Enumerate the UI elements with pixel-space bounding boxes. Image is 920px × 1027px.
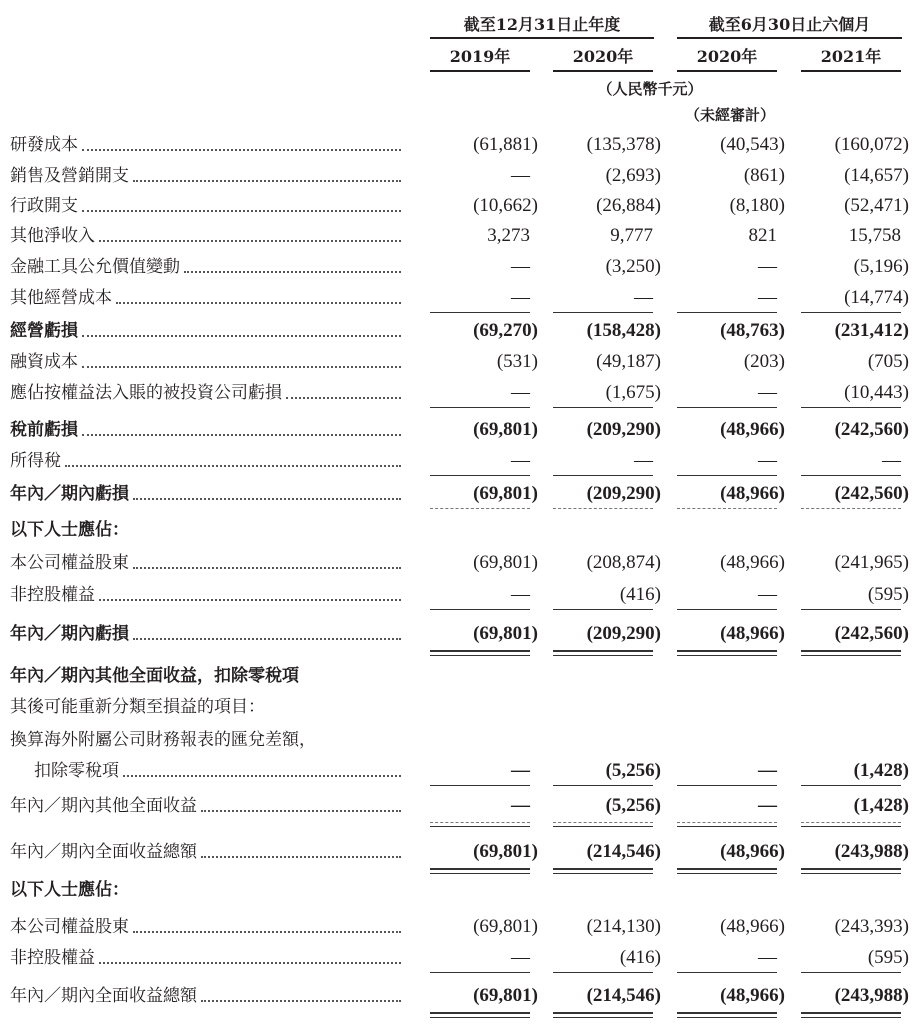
solid-rule (553, 785, 653, 786)
year-header: 2020年 (572, 47, 634, 66)
value-cell: (214,546) (586, 985, 661, 1006)
header-rule (801, 70, 901, 72)
dot-leader (99, 582, 401, 601)
row-label (10, 793, 405, 819)
value-cell: (158,428) (586, 320, 661, 341)
table-row (0, 285, 920, 311)
table-row (0, 318, 920, 344)
double-rule (553, 650, 653, 656)
value-cell: (531) (496, 351, 538, 372)
table-row (0, 793, 920, 819)
dot-leader (201, 839, 401, 858)
table-row (0, 694, 920, 720)
value-cell: — (511, 287, 530, 308)
value-cell: — (511, 450, 530, 471)
row-label-text: 所得稅 (10, 451, 61, 471)
value-cell: (209,290) (586, 419, 661, 440)
value-cell: (3,250) (605, 256, 661, 277)
row-label-text: 銷售及營銷開支 (10, 166, 129, 186)
solid-rule (677, 475, 777, 476)
row-label-text: 本公司權益股東 (10, 917, 129, 937)
row-label (10, 877, 129, 903)
dot-leader (201, 793, 401, 812)
row-label (10, 945, 405, 971)
double-rule (430, 650, 530, 656)
row-label (10, 193, 405, 219)
value-cell: — (634, 287, 653, 308)
value-cell: (595) (867, 584, 909, 605)
dot-leader (133, 550, 401, 569)
table-row (0, 839, 920, 865)
value-cell: (214,546) (586, 841, 661, 862)
row-label (10, 163, 405, 189)
dottedsolid-rule (430, 822, 530, 827)
dot-leader (99, 945, 401, 964)
row-label (10, 839, 405, 865)
value-cell: (203) (743, 351, 785, 372)
solid-rule (801, 312, 901, 313)
row-label-text: 換算海外附屬公司財務報表的匯兌差額， (10, 730, 316, 750)
unaudited-note: （未經審計） (684, 106, 775, 124)
dotted-rule (677, 508, 777, 509)
row-label-text: 經營虧損 (10, 321, 78, 341)
row-label-text: 融資成本 (10, 352, 78, 372)
row-label (10, 517, 129, 543)
value-cell: — (758, 256, 777, 277)
value-cell: (595) (867, 947, 909, 968)
table-row (0, 380, 920, 406)
row-label (10, 983, 405, 1009)
dotted-rule (801, 508, 901, 509)
row-label-text: 以下人士應佔： (10, 520, 129, 540)
dot-leader (65, 448, 401, 467)
value-cell: (209,290) (586, 623, 661, 644)
dot-leader (116, 285, 401, 304)
period-header-six-months: 截至6月30日止六個月 (708, 15, 871, 34)
table-row (0, 945, 920, 971)
value-cell: (243,988) (834, 841, 909, 862)
dotted-rule (553, 508, 653, 509)
dot-leader (123, 758, 401, 777)
double-rule (801, 868, 901, 874)
value-cell: (48,763) (720, 320, 785, 341)
row-label-text: 應佔按權益法入賬的被投資公司虧損 (10, 383, 282, 403)
double-rule (430, 1012, 530, 1018)
table-row (0, 193, 920, 219)
dot-leader (82, 193, 401, 212)
value-cell: (416) (619, 947, 661, 968)
value-cell: — (758, 450, 777, 471)
row-label-text: 其後可能重新分類至損益的項目： (10, 697, 265, 717)
double-rule (801, 650, 901, 656)
row-label-text: 年內／期內全面收益總額 (10, 986, 197, 1006)
row-label (10, 582, 405, 608)
dottedsolid-rule (553, 822, 653, 827)
solid-rule (553, 972, 653, 973)
row-label (10, 254, 405, 280)
solid-rule (430, 407, 530, 408)
solid-rule (553, 407, 653, 408)
dot-leader (82, 132, 401, 151)
solid-rule (801, 972, 901, 973)
value-cell: — (758, 795, 777, 816)
double-rule (801, 1012, 901, 1018)
dot-leader (286, 380, 401, 399)
value-cell: — (758, 947, 777, 968)
header-rule (677, 37, 902, 39)
solid-rule (677, 785, 777, 786)
dot-leader (133, 621, 401, 640)
table-row (0, 132, 920, 158)
table-row (0, 223, 920, 249)
table-row (0, 877, 920, 903)
header-rule (553, 70, 653, 72)
value-cell: (69,801) (473, 483, 538, 504)
value-cell: (135,378) (586, 134, 661, 155)
dottedsolid-rule (677, 822, 777, 827)
table-row (0, 550, 920, 576)
solid-rule (553, 475, 653, 476)
header-rule (677, 70, 777, 72)
value-cell: (1,428) (853, 795, 909, 816)
value-cell: — (634, 450, 653, 471)
row-label (10, 448, 405, 474)
dot-leader (201, 983, 401, 1002)
row-label (10, 349, 405, 375)
table-row (0, 758, 920, 784)
solid-rule (801, 785, 901, 786)
solid-rule (430, 972, 530, 973)
row-label-text: 其他經營成本 (10, 288, 112, 308)
value-cell: (242,560) (834, 483, 909, 504)
period-header-annual: 截至12月31日止年度 (463, 15, 621, 34)
solid-rule (430, 312, 530, 313)
value-cell: 9,777 (610, 225, 653, 246)
row-label (10, 132, 405, 158)
solid-rule (801, 475, 901, 476)
value-cell: 3,273 (487, 225, 530, 246)
dotted-rule (430, 508, 530, 509)
dot-leader (184, 254, 401, 273)
row-label-text: 年內／期內全面收益總額 (10, 842, 197, 862)
row-label (10, 223, 405, 249)
table-row (0, 163, 920, 189)
dot-leader (82, 349, 401, 368)
value-cell: (242,560) (834, 623, 909, 644)
table-row (0, 481, 920, 507)
value-cell: (8,180) (729, 195, 785, 216)
value-cell: (2,693) (605, 165, 661, 186)
double-rule (553, 1012, 653, 1018)
value-cell: (69,801) (473, 841, 538, 862)
value-cell: (69,801) (473, 419, 538, 440)
value-cell: 15,758 (848, 225, 901, 246)
row-label-text: 其他淨收入 (10, 226, 95, 246)
value-cell: (5,196) (853, 256, 909, 277)
value-cell: — (511, 256, 530, 277)
row-label-text: 非控股權益 (10, 948, 95, 968)
table-row (0, 417, 920, 443)
table-row (0, 621, 920, 647)
header-rule (430, 37, 654, 39)
value-cell: — (511, 165, 530, 186)
value-cell: (231,412) (834, 320, 909, 341)
row-label (10, 285, 405, 311)
table-row (0, 663, 920, 689)
double-rule (430, 868, 530, 874)
value-cell: (861) (743, 165, 785, 186)
value-cell: (52,471) (844, 195, 909, 216)
row-label-text: 金融工具公允價值變動 (10, 257, 180, 277)
value-cell: — (758, 382, 777, 403)
row-label-text: 稅前虧損 (10, 420, 78, 440)
double-rule (553, 868, 653, 874)
value-cell: — (882, 450, 901, 471)
value-cell: (61,881) (473, 134, 538, 155)
row-label (10, 663, 299, 689)
table-row (0, 983, 920, 1009)
value-cell: (10,443) (844, 382, 909, 403)
row-label-text: 以下人士應佔： (10, 880, 129, 900)
row-label-text: 本公司權益股東 (10, 553, 129, 573)
value-cell: (69,801) (473, 552, 538, 573)
dot-leader (82, 318, 401, 337)
year-header: 2020年 (696, 47, 758, 66)
dot-leader (99, 223, 401, 242)
solid-rule (801, 407, 901, 408)
table-row (0, 349, 920, 375)
value-cell: (69,801) (473, 916, 538, 937)
header-rule (430, 70, 530, 72)
value-cell: (416) (619, 584, 661, 605)
value-cell: (48,966) (720, 841, 785, 862)
row-label (10, 550, 405, 576)
value-cell: (69,801) (473, 623, 538, 644)
value-cell: (1,675) (605, 382, 661, 403)
solid-rule (677, 609, 777, 610)
row-label-text: 年內／期內其他全面收益，扣除零稅項 (10, 666, 299, 686)
solid-rule (677, 407, 777, 408)
dot-leader (133, 163, 401, 182)
row-label-text: 非控股權益 (10, 585, 95, 605)
value-cell: (14,657) (844, 165, 909, 186)
value-cell: (209,290) (586, 483, 661, 504)
value-cell: — (758, 287, 777, 308)
currency-note: （人民幣千元） (597, 80, 703, 98)
row-label (10, 727, 316, 753)
dot-leader (133, 481, 401, 500)
value-cell: (48,966) (720, 916, 785, 937)
row-label (10, 380, 405, 406)
table-row (0, 254, 920, 280)
value-cell: — (758, 584, 777, 605)
row-label (10, 694, 265, 720)
value-cell: — (511, 382, 530, 403)
value-cell: (69,801) (473, 985, 538, 1006)
row-label (10, 481, 405, 507)
value-cell: — (511, 584, 530, 605)
row-label (34, 758, 405, 784)
dottedsolid-rule (801, 822, 901, 827)
value-cell: (48,966) (720, 623, 785, 644)
dot-leader (82, 417, 401, 436)
value-cell: (705) (867, 351, 909, 372)
solid-rule (677, 312, 777, 313)
row-label (10, 417, 405, 443)
value-cell: (214,130) (586, 916, 661, 937)
value-cell: — (511, 795, 530, 816)
value-cell: — (758, 760, 777, 781)
solid-rule (553, 312, 653, 313)
solid-rule (801, 609, 901, 610)
double-rule (677, 868, 777, 874)
double-rule (677, 1012, 777, 1018)
table-row (0, 914, 920, 940)
value-cell: (160,072) (834, 134, 909, 155)
row-label-text: 行政開支 (10, 196, 78, 216)
row-label (10, 318, 405, 344)
value-cell: 821 (748, 225, 777, 246)
value-cell: (49,187) (596, 351, 661, 372)
solid-rule (430, 785, 530, 786)
table-row (0, 448, 920, 474)
value-cell: (48,966) (720, 483, 785, 504)
year-header: 2019年 (449, 47, 511, 66)
solid-rule (430, 475, 530, 476)
row-label-text: 扣除零稅項 (34, 761, 119, 781)
row-label-text: 年內／期內虧損 (10, 624, 129, 644)
value-cell: (5,256) (605, 795, 661, 816)
value-cell: (5,256) (605, 760, 661, 781)
value-cell: (242,560) (834, 419, 909, 440)
table-row (0, 582, 920, 608)
solid-rule (677, 972, 777, 973)
value-cell: (241,965) (834, 552, 909, 573)
solid-rule (430, 609, 530, 610)
row-label (10, 621, 405, 647)
value-cell: (14,774) (844, 287, 909, 308)
value-cell: (40,543) (720, 134, 785, 155)
value-cell: (243,988) (834, 985, 909, 1006)
solid-rule (553, 609, 653, 610)
row-label (10, 914, 405, 940)
value-cell: (10,662) (473, 195, 538, 216)
value-cell: (69,270) (473, 320, 538, 341)
value-cell: (48,966) (720, 985, 785, 1006)
row-label-text: 年內／期內虧損 (10, 484, 129, 504)
value-cell: (26,884) (596, 195, 661, 216)
value-cell: — (511, 760, 530, 781)
value-cell: (48,966) (720, 419, 785, 440)
year-header: 2021年 (820, 47, 882, 66)
value-cell: (208,874) (586, 552, 661, 573)
dot-leader (133, 914, 401, 933)
value-cell: — (511, 947, 530, 968)
row-label-text: 研發成本 (10, 135, 78, 155)
table-row (0, 727, 920, 753)
value-cell: (243,393) (834, 916, 909, 937)
value-cell: (48,966) (720, 552, 785, 573)
row-label-text: 年內／期內其他全面收益 (10, 796, 197, 816)
value-cell: (1,428) (853, 760, 909, 781)
table-row (0, 517, 920, 543)
double-rule (677, 650, 777, 656)
